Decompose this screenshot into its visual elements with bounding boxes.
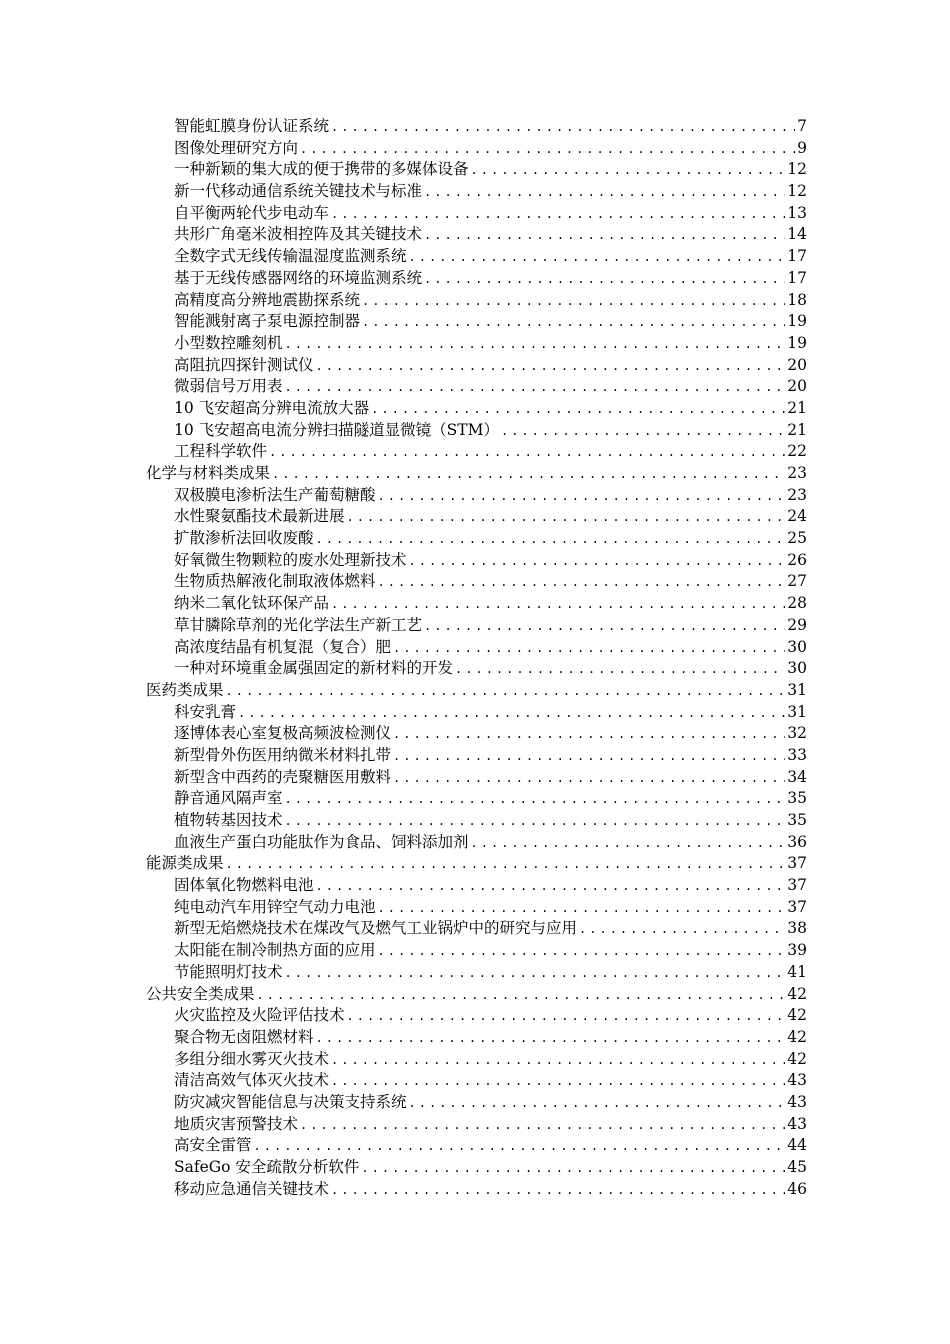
toc-page-number: 37 xyxy=(787,854,807,873)
toc-entry-title: 静音通风隔声室 xyxy=(174,789,283,808)
toc-entry-title: 10 飞安超高分辨电流放大器 xyxy=(174,398,370,417)
toc-entry-title: 纳米二氧化钛环保产品 xyxy=(174,594,330,613)
toc-page-number: 35 xyxy=(787,789,807,808)
toc-entry-title: 医药类成果 xyxy=(146,680,224,699)
toc-page-number: 34 xyxy=(787,767,807,786)
toc-entry-title: 能源类成果 xyxy=(146,854,224,873)
toc-entry[interactable] xyxy=(174,658,807,680)
toc-dot-leader xyxy=(285,377,786,399)
toc-entry[interactable] xyxy=(174,571,807,593)
toc-dot-leader xyxy=(362,312,785,334)
toc-page-number: 42 xyxy=(787,1027,807,1046)
toc-entry[interactable] xyxy=(174,1179,807,1201)
toc-entry[interactable] xyxy=(174,918,807,940)
toc-page-number: 21 xyxy=(787,398,807,417)
toc-page-number: 21 xyxy=(787,420,807,439)
toc-entry-title: 一种对环境重金属强固定的新材料的开发 xyxy=(174,659,454,678)
toc-page-number: 19 xyxy=(787,312,807,331)
toc-entry-title: 水性聚氨酯技术最新进展 xyxy=(174,507,345,526)
toc-entry-title: 多组分细水雾灭火技术 xyxy=(174,1049,330,1068)
toc-entry-title: 智能虹膜身份认证系统 xyxy=(174,117,330,135)
toc-entry-title: 高安全雷管 xyxy=(174,1136,252,1155)
toc-entry[interactable] xyxy=(174,376,807,398)
toc-entry[interactable] xyxy=(174,615,807,637)
toc-entry-title: 防灾减灾智能信息与决策支持系统 xyxy=(174,1092,407,1111)
toc-entry-title: 共形广角毫米波相控阵及其关键技术 xyxy=(174,225,423,244)
toc-page-number: 43 xyxy=(787,1114,807,1133)
toc-page-number: 37 xyxy=(787,876,807,895)
toc-entry[interactable] xyxy=(174,224,807,246)
toc-entry[interactable] xyxy=(174,1070,807,1092)
toc-entry[interactable] xyxy=(174,528,807,550)
toc-page-number: 29 xyxy=(787,615,807,634)
toc-entry-title: 新型骨外伤医用纳微米材料扎带 xyxy=(174,745,392,764)
toc-dot-leader xyxy=(424,269,785,291)
toc-entry[interactable] xyxy=(174,767,807,789)
toc-entry[interactable] xyxy=(174,832,807,854)
toc-entry-title: 聚合物无卤阻燃材料 xyxy=(174,1027,314,1046)
toc-page-number: 31 xyxy=(787,702,807,721)
toc-entry[interactable] xyxy=(174,745,807,767)
toc-entry[interactable] xyxy=(174,875,807,897)
toc-entry-title: 移动应急通信关键技术 xyxy=(174,1179,330,1198)
toc-entry[interactable] xyxy=(174,1114,807,1136)
toc-page-number: 13 xyxy=(787,203,807,222)
toc-entry[interactable] xyxy=(174,550,807,572)
toc-entry[interactable] xyxy=(174,181,807,203)
toc-page-number: 17 xyxy=(787,268,807,287)
toc-entry[interactable] xyxy=(174,702,807,724)
toc-dot-leader xyxy=(316,1028,786,1050)
toc-page-number: 42 xyxy=(787,1006,807,1025)
toc-entry-title: 高精度高分辨地震勘探系统 xyxy=(174,290,361,309)
toc-entry-title: 草甘膦除草剂的光化学法生产新工艺 xyxy=(174,615,423,634)
toc-page-number: 7 xyxy=(797,117,807,135)
toc-entry-title: 新一代移动通信系统关键技术与标准 xyxy=(174,182,423,201)
toc-entry-title: 好氧微生物颗粒的废水处理新技术 xyxy=(174,550,407,569)
toc-entry-title: 扩散渗析法回收废酸 xyxy=(174,529,314,548)
toc-entry-title: 新型无焰燃烧技术在煤改气及燃气工业锅炉中的研究与应用 xyxy=(174,919,578,938)
toc-entry-title: 高浓度结晶有机复混（复合）肥 xyxy=(174,637,392,656)
toc-dot-leader xyxy=(361,1158,785,1180)
toc-entry-title: 高阻抗四探针测试仪 xyxy=(174,355,314,374)
toc-dot-leader xyxy=(285,963,786,985)
toc-dot-leader xyxy=(393,768,785,790)
toc-entry[interactable] xyxy=(174,506,807,528)
toc-entry[interactable] xyxy=(174,333,807,355)
toc-dot-leader xyxy=(362,291,785,313)
toc-page-number: 24 xyxy=(787,507,807,526)
toc-page-number: 31 xyxy=(787,680,807,699)
toc-dot-leader xyxy=(378,572,786,594)
toc-entry[interactable] xyxy=(174,897,807,919)
toc-dot-leader xyxy=(316,529,786,551)
toc-page-number: 30 xyxy=(787,659,807,678)
toc-dot-leader xyxy=(409,1093,786,1115)
toc-dot-leader xyxy=(269,442,785,464)
toc-page-number: 41 xyxy=(787,962,807,981)
toc-dot-leader xyxy=(316,356,786,378)
toc-dot-leader xyxy=(331,594,785,616)
toc-dot-leader xyxy=(378,898,786,920)
toc-entry-title: 植物转基因技术 xyxy=(174,811,283,829)
toc-dot-leader xyxy=(471,833,786,855)
toc-dot-leader xyxy=(300,1115,785,1137)
toc-entry-title: 双极膜电渗析法生产葡萄糖酸 xyxy=(174,485,376,504)
toc-dot-leader xyxy=(393,638,785,660)
toc-entry[interactable] xyxy=(174,420,807,442)
toc-dot-leader xyxy=(409,247,786,269)
toc-entry-title: 10 飞安超高电流分辨扫描隧道显微镜（STM） xyxy=(174,420,499,439)
toc-entry-title: 小型数控雕刻机 xyxy=(174,333,283,352)
toc-page-number: 32 xyxy=(787,724,807,743)
toc-dot-leader xyxy=(331,117,795,139)
toc-dot-leader xyxy=(347,507,786,529)
toc-dot-leader xyxy=(331,1180,785,1202)
toc-page-number: 18 xyxy=(787,290,807,309)
toc-dot-leader xyxy=(393,724,785,746)
toc-page-number: 39 xyxy=(787,941,807,960)
toc-section-entry[interactable] xyxy=(146,680,807,702)
toc-entry-title: 固体氧化物燃料电池 xyxy=(174,876,314,895)
toc-page-number: 25 xyxy=(787,529,807,548)
toc-entry-title: 微弱信号万用表 xyxy=(174,377,283,396)
toc-page-number: 23 xyxy=(787,464,807,482)
toc-entry-title: 节能照明灯技术 xyxy=(174,962,283,981)
toc-entry[interactable] xyxy=(174,723,807,745)
toc-dot-leader xyxy=(226,854,786,876)
table-of-contents xyxy=(0,116,950,1200)
toc-page-number: 23 xyxy=(787,485,807,504)
toc-page-number: 36 xyxy=(787,832,807,851)
toc-dot-leader xyxy=(378,941,786,963)
toc-entry-title: 火灾监控及火险评估技术 xyxy=(174,1006,345,1025)
toc-entry-title: 清洁高效气体灭火技术 xyxy=(174,1071,330,1090)
toc-entry[interactable] xyxy=(174,593,807,615)
toc-entry-title: 一种新颖的集大成的便于携带的多媒体设备 xyxy=(174,160,469,179)
toc-page-number: 9 xyxy=(797,138,807,157)
toc-page-number: 33 xyxy=(787,745,807,764)
toc-page-number: 35 xyxy=(787,811,807,829)
toc-dot-leader xyxy=(331,1071,785,1093)
toc-entry[interactable] xyxy=(174,1027,807,1049)
toc-page-number: 26 xyxy=(787,550,807,569)
toc-page-number: 14 xyxy=(787,225,807,244)
toc-page-number: 42 xyxy=(787,984,807,1003)
toc-entry-title: 自平衡两轮代步电动车 xyxy=(174,203,330,222)
toc-dot-leader xyxy=(579,919,785,941)
toc-dot-leader xyxy=(238,703,785,725)
toc-entry-title: 全数字式无线传输温湿度监测系统 xyxy=(174,247,407,266)
toc-dot-leader xyxy=(371,399,785,421)
toc-dot-leader xyxy=(285,789,786,811)
toc-entry-title: 工程科学软件 xyxy=(174,442,268,461)
toc-page-number: 17 xyxy=(787,247,807,266)
toc-section-entry[interactable] xyxy=(146,853,807,875)
toc-entry-title: 太阳能在制冷制热方面的应用 xyxy=(174,941,376,960)
toc-entry[interactable] xyxy=(174,268,807,290)
toc-entry[interactable] xyxy=(174,1092,807,1114)
toc-dot-leader xyxy=(347,1006,786,1028)
toc-dot-leader xyxy=(254,1136,786,1158)
toc-dot-leader xyxy=(226,681,786,703)
toc-dot-leader xyxy=(501,421,785,443)
toc-section-entry[interactable] xyxy=(146,463,807,485)
toc-entry[interactable] xyxy=(174,940,807,962)
toc-page-number: 45 xyxy=(787,1158,807,1176)
toc-entry[interactable] xyxy=(174,1005,807,1027)
toc-entry-title: SafeGo 安全疏散分析软件 xyxy=(174,1158,360,1176)
toc-section-entry[interactable] xyxy=(146,984,807,1006)
toc-entry[interactable] xyxy=(174,159,807,181)
toc-entry[interactable] xyxy=(174,138,807,160)
toc-entry[interactable] xyxy=(174,116,807,138)
toc-entry[interactable] xyxy=(174,1049,807,1071)
toc-dot-leader xyxy=(455,659,785,681)
toc-entry[interactable] xyxy=(174,485,807,507)
toc-entry[interactable] xyxy=(174,788,807,810)
toc-entry-title: 新型含中西药的壳聚糖医用敷料 xyxy=(174,767,392,786)
toc-entry-title: 生物质热解液化制取液体燃料 xyxy=(174,572,376,591)
toc-dot-leader xyxy=(331,204,785,226)
toc-dot-leader xyxy=(300,139,795,161)
toc-dot-leader xyxy=(272,464,785,486)
toc-dot-leader xyxy=(331,1050,785,1072)
toc-page-number: 37 xyxy=(787,897,807,916)
toc-page-number: 43 xyxy=(787,1071,807,1090)
toc-page-number: 27 xyxy=(787,572,807,591)
toc-dot-leader xyxy=(393,746,785,768)
toc-page-number: 44 xyxy=(787,1136,807,1155)
toc-entry-title: 纯电动汽车用锌空气动力电池 xyxy=(174,897,376,916)
toc-page-number: 28 xyxy=(787,594,807,613)
toc-entry[interactable] xyxy=(174,810,807,832)
toc-entry-title: 图像处理研究方向 xyxy=(174,138,299,157)
toc-entry[interactable] xyxy=(174,441,807,463)
toc-page-number: 42 xyxy=(787,1049,807,1068)
toc-page-number: 46 xyxy=(787,1179,807,1198)
toc-entry[interactable] xyxy=(174,398,807,420)
toc-dot-leader xyxy=(424,225,785,247)
toc-page-number: 22 xyxy=(787,442,807,461)
toc-dot-leader xyxy=(316,876,786,898)
toc-entry[interactable] xyxy=(174,290,807,312)
toc-entry[interactable] xyxy=(174,637,807,659)
toc-dot-leader xyxy=(285,811,786,833)
toc-page-number: 20 xyxy=(787,377,807,396)
toc-entry[interactable] xyxy=(174,1157,807,1179)
toc-dot-leader xyxy=(424,182,785,204)
toc-dot-leader xyxy=(285,334,786,356)
toc-entry[interactable] xyxy=(174,311,807,333)
toc-page-number: 20 xyxy=(787,355,807,374)
toc-dot-leader xyxy=(257,985,786,1007)
toc-page-number: 38 xyxy=(787,919,807,938)
toc-entry[interactable] xyxy=(174,355,807,377)
toc-entry-title: 科安乳膏 xyxy=(174,702,237,721)
toc-entry-title: 地质灾害预警技术 xyxy=(174,1114,299,1133)
toc-page-number: 19 xyxy=(787,333,807,352)
toc-entry-title: 化学与材料类成果 xyxy=(146,464,271,482)
toc-page-number: 30 xyxy=(787,637,807,656)
toc-entry-title: 血液生产蛋白功能肽作为食品、饲料添加剂 xyxy=(174,832,469,851)
toc-page-number: 12 xyxy=(787,160,807,179)
toc-entry-title: 基于无线传感器网络的环境监测系统 xyxy=(174,268,423,287)
toc-entry[interactable] xyxy=(174,246,807,268)
toc-entry-title: 智能溅射离子泵电源控制器 xyxy=(174,312,361,331)
toc-entry[interactable] xyxy=(174,203,807,225)
toc-entry[interactable] xyxy=(174,1135,807,1157)
toc-dot-leader xyxy=(471,160,786,182)
toc-entry[interactable] xyxy=(174,962,807,984)
toc-entry-title: 公共安全类成果 xyxy=(146,984,255,1003)
toc-dot-leader xyxy=(378,486,786,508)
toc-page-number: 12 xyxy=(787,182,807,201)
toc-dot-leader xyxy=(424,616,785,638)
toc-entry-title: 逐博体表心室复极高频波检测仪 xyxy=(174,724,392,743)
toc-dot-leader xyxy=(409,551,786,573)
toc-page-number: 43 xyxy=(787,1092,807,1111)
